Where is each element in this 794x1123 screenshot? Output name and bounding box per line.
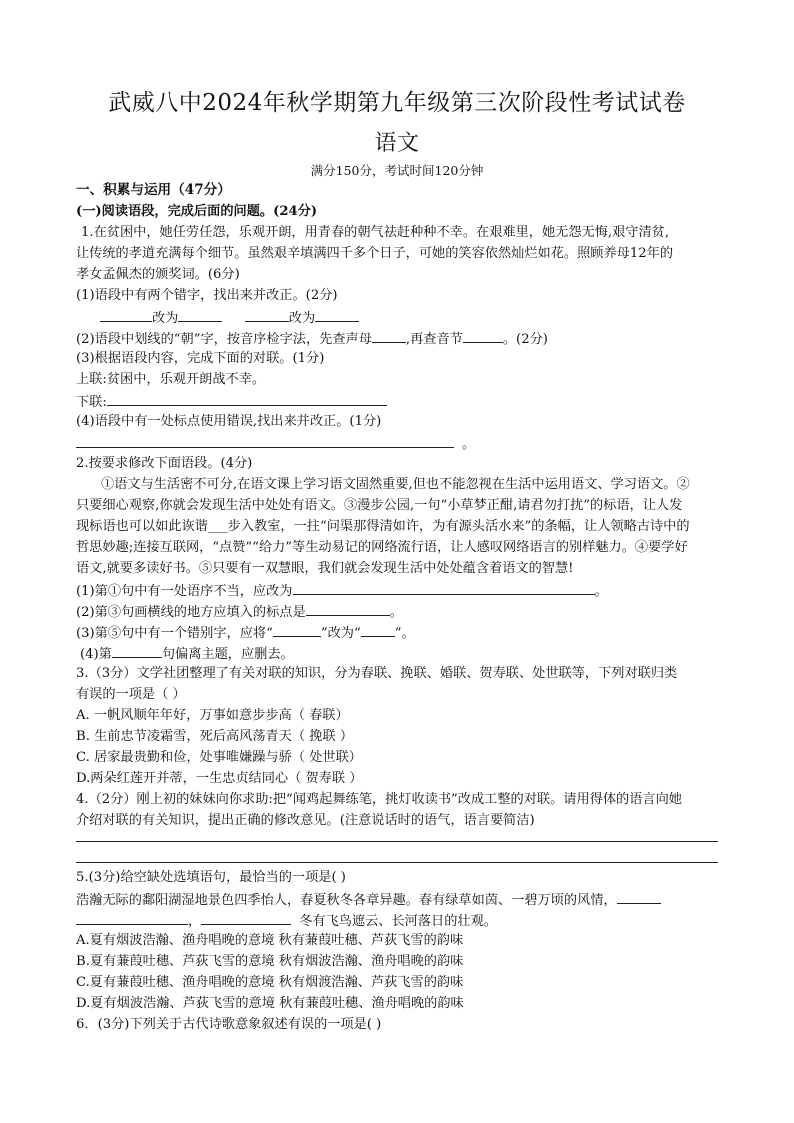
answer-line[interactable] xyxy=(76,862,718,863)
q2-sub3 xyxy=(76,621,724,644)
q2-sub2 xyxy=(76,600,724,623)
answer-blank[interactable] xyxy=(112,642,162,658)
answer-blank[interactable] xyxy=(361,621,395,637)
q3-stem-line-1: 3.（3分）文学社团整理了有关对联的知识，分为春联、挽联、婚联、贺寿联、处世联等，下列对联归类 xyxy=(76,666,678,681)
q3-option-c: C. 居家最贵勤和俭，处事唯嫌躁与骄（ 处世联） xyxy=(76,750,362,765)
answer-blank[interactable] xyxy=(463,327,503,343)
q2-sub2-text: (2)第③句画横线的地方应填入的标点是 xyxy=(76,605,306,620)
answer-blank[interactable] xyxy=(76,432,454,448)
answer-blank[interactable] xyxy=(76,909,188,925)
answer-blank[interactable] xyxy=(315,306,359,322)
q5-passage-text: 浩瀚无际的鄱阳湖湿地景色四季怡人，春夏秋冬各章异趣。春有绿草如茵、一碧万顷的风情， xyxy=(76,893,617,908)
q2-sub3-text-c: ”。 xyxy=(394,626,415,641)
q3-option-a: A. 一帆风顺年年好，万事如意步步高（ 春联） xyxy=(76,708,349,723)
q1-passage-line-3: 孝女孟佩杰的颁奖词。(6分) xyxy=(76,267,240,282)
q2-passage-line-3: 现标语也可以如此诙谐___步入教室，一拄“问渠那得清如许，为有源头活水来”的条幅，让人领略古诗中的 xyxy=(76,519,690,534)
answer-blank[interactable] xyxy=(293,579,595,595)
q3-stem-line-2: 有误的一项是（ ） xyxy=(76,687,186,702)
section-heading: 一、积累与运用（47分） xyxy=(76,182,231,198)
q2-passage-line-1: ①语文与生活密不可分,在语文课上学习语文固然重要,但也不能忽视在生活中运用语文、学习语文。② xyxy=(101,477,690,492)
q5-stem: 5.(3分)给空缺处选填语句，最恰当的一项是( ) xyxy=(76,870,346,885)
q2-sub1-text: (1)第①句中有一处语序不当，应改为 xyxy=(76,584,293,599)
q3-option-b: B. 生前忠节凌霜雪，死后高风荡青天（ 挽联 ） xyxy=(76,729,354,744)
answer-blank[interactable] xyxy=(107,390,387,406)
answer-blank[interactable] xyxy=(372,327,406,343)
q4-stem-line-2: 介绍对联的有关知识，提出正确的修改意见。(注意说话时的语气，语言要简洁) xyxy=(76,813,535,828)
q2-passage-line-2: 只要细心观察,你就会发现生活中处处有语文。③漫步公园,一句“小草梦正酣,请君勿打扰”的标语，让人发 xyxy=(76,498,683,513)
q2-sub1-end: 。 xyxy=(594,584,608,599)
q1-sub2-text-b: ,再查音节 xyxy=(405,332,463,347)
q1-sub4-end: 。 xyxy=(462,437,476,452)
q5-option-a: A.夏有烟波浩瀚、渔舟唱晚的意境 秋有蒹葭吐穗、芦荻飞雪的韵味 xyxy=(76,933,464,948)
answer-line[interactable] xyxy=(76,841,718,842)
q1-sub1-fill-row xyxy=(100,306,724,329)
q3-option-d: D.两朵红莲开并蒂，一生忠贞结同心（ 贺寿联 ） xyxy=(76,771,363,786)
fill-label-a: 改为 xyxy=(152,311,179,326)
q5-passage-tail: 冬有飞鸟遮云、长河落日的壮观。 xyxy=(299,914,497,929)
q2-passage-line-4: 哲思妙趣;连接互联网，“点赞”“给力”等生动易记的网络流行语，让人感叹网络语言的别样魅力。④要学好 xyxy=(76,540,688,555)
answer-blank[interactable] xyxy=(201,909,291,925)
q1-sub1: (1)语段中有两个错字，找出来并改正。(2分) xyxy=(76,288,338,303)
q1-sub2 xyxy=(76,327,724,350)
answer-blank[interactable] xyxy=(273,621,321,637)
q2-passage-line-5: 语文,就要多读好书。⑤只要有一双慧眼，我们就会发现生活中处处蕴含着语文的智慧! xyxy=(76,561,574,576)
q5-option-d: D.夏有烟波浩瀚、芦荻飞雪的意境 秋有蒹葭吐穗、渔舟唱晚的韵味 xyxy=(76,996,464,1011)
answer-blank[interactable] xyxy=(617,888,661,904)
q2-stem: 2.按要求修改下面语段。(4分) xyxy=(76,456,253,471)
q5-passage-line-1 xyxy=(76,888,724,911)
q2-sub3-text-a: (3)第⑤句中有一个错别字，应将“ xyxy=(76,626,273,641)
q2-sub4-text-b: 句偏离主题，应删去。 xyxy=(161,647,294,662)
q2-sub3-text-b: ”改为“ xyxy=(320,626,361,641)
fill-label-b: 改为 xyxy=(288,311,316,326)
answer-blank[interactable] xyxy=(245,306,289,322)
q2-sub2-end: 。 xyxy=(389,605,403,620)
answer-blank[interactable] xyxy=(178,306,222,322)
q4-stem-line-1: 4.（2分）刚上初的妹妹向你求助:把“闻鸡起舞练笔，挑灯收读书”改成工整的对联。请用得体的语言向她 xyxy=(76,792,682,807)
q1-sub2-text-c: 。(2分) xyxy=(502,332,548,347)
q6-stem: 6．(3分)下列关于古代诗歌意象叙述有误的一项是( ) xyxy=(76,1017,382,1032)
q1-sub4: (4)语段中有一处标点使用错误,找出来并改正。(1分) xyxy=(76,414,382,429)
q2-sub4 xyxy=(80,642,724,665)
answer-blank[interactable] xyxy=(306,600,390,616)
q1-lower-couplet xyxy=(76,390,724,413)
q5-passage-line-2 xyxy=(76,909,724,932)
q1-passage-line-1: 1.在贫困中，她任劳任怨，乐观开朗，用青春的朝气祛赶种种不幸。在艰难里，她无怨无悔,艰守清贫, xyxy=(81,225,670,240)
subject-title: 语文 xyxy=(374,131,420,156)
q5-option-c: C.夏有蒹葭吐穗、渔舟唱晚的意境 秋有烟渡浩瀚、芦荻飞雪的韵味 xyxy=(76,975,464,990)
q1-upper-couplet: 上联:贫困中，乐观开朗战不幸。 xyxy=(76,372,266,387)
answer-blank[interactable] xyxy=(100,306,152,322)
exam-meta: 满分150分，考试时间120分钟 xyxy=(310,163,484,178)
q2-sub4-text-a: (4)第 xyxy=(80,647,112,662)
q1-lower-label: 下联: xyxy=(76,395,107,410)
q1-passage-line-2: 让传统的孝道充满每个细节。虽然艰辛填满四千多个日子，可她的笑容依然灿烂如花。照顾养母12年的 xyxy=(76,246,674,261)
q1-sub3: (3)根据语段内容，完成下面的对联。(1分) xyxy=(76,351,325,366)
q5-comma: ， xyxy=(188,914,202,929)
q1-sub4-answer xyxy=(76,432,724,455)
q2-sub1 xyxy=(76,579,724,602)
q1-sub2-text-a: (2)语段中划线的“朝”字，按音序检字法，先查声母 xyxy=(76,332,372,347)
exam-title: 武威八中2024年秋学期第九年级第三次阶段性考试试卷 xyxy=(108,90,686,116)
part-heading: (一)阅读语段，完成后面的问题。(24分) xyxy=(76,204,318,219)
q5-option-b: B.夏有蒹葭吐穗、芦荻飞雪的意境 秋有烟波浩瀚、渔舟唱晚的韵味 xyxy=(76,954,464,969)
